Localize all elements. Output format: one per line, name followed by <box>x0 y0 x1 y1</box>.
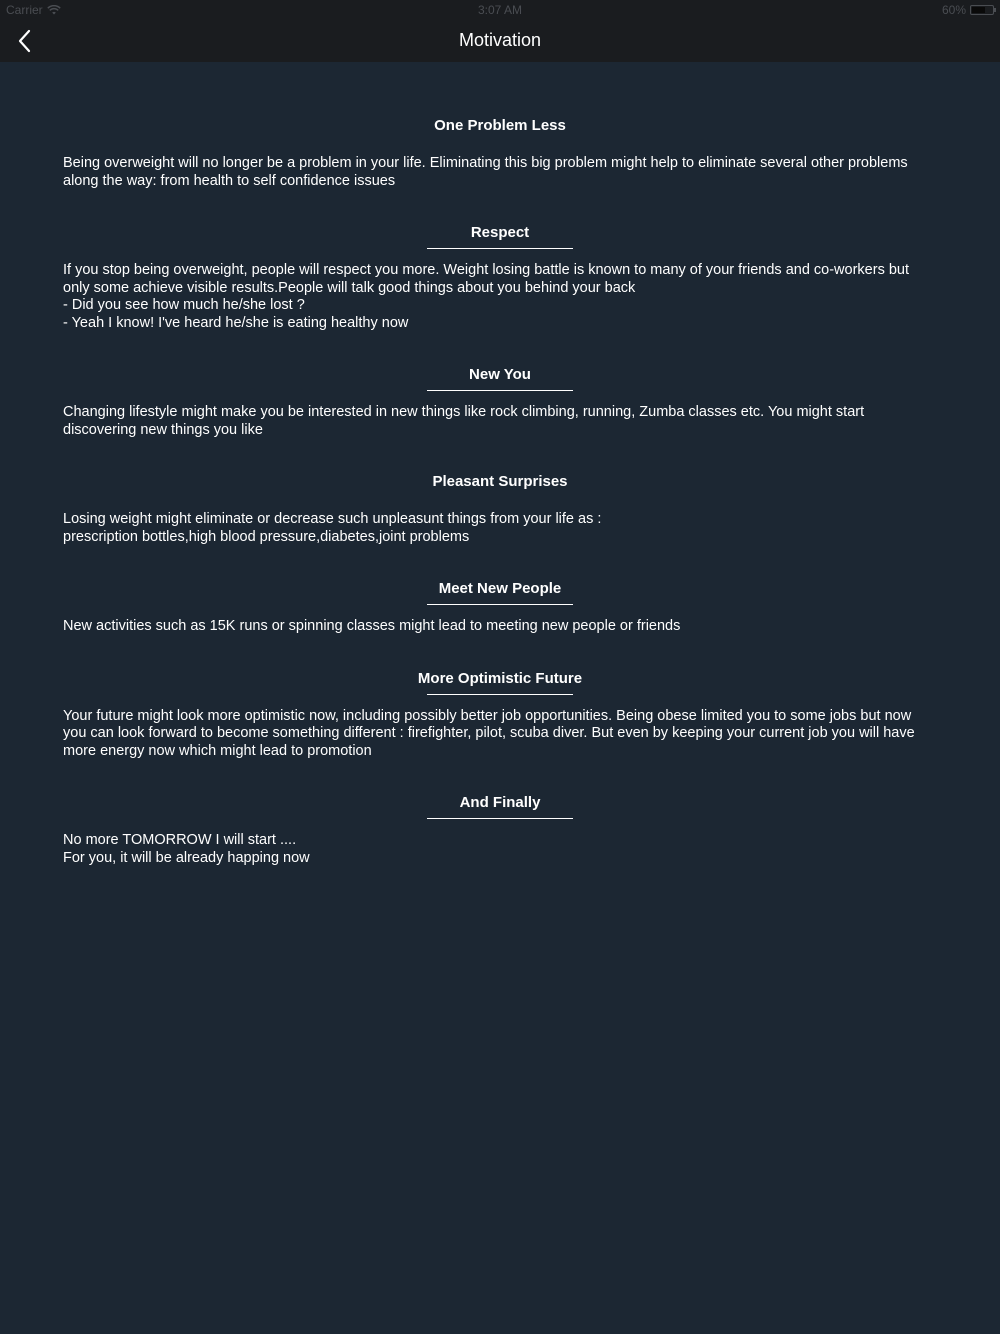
section-heading: More Optimistic Future <box>417 669 583 687</box>
section-heading: And Finally <box>459 794 541 811</box>
section-body: Being overweight will no longer be a problem in your life. Eliminating this big problem might help to eliminate several other problems along the way: from health to self confidence issues <box>63 155 908 189</box>
section-pleasant-surprises <box>63 473 937 546</box>
section-heading: Pleasant Surprises <box>432 473 568 490</box>
heading-divider <box>427 248 573 249</box>
section-body: Your future might look more optimistic now, including possibly better job opportunities. Being obese limited you to some jobs but now you can look forward to become something different : firefighter, pilot, scuba diver. But even by keeping your current job you will have more energy now which might lead to promotion <box>63 707 915 759</box>
heading-divider <box>427 497 573 498</box>
section-body: Losing weight might eliminate or decrease such unpleasunt things from your life as : prescription bottles,high blood pressure,diabetes,joint problems <box>63 511 602 545</box>
status-battery <box>942 3 994 17</box>
status-time: 3:07 AM <box>477 3 523 17</box>
section-respect <box>63 224 937 332</box>
section-body: No more TOMORROW I will start .... For you, it will be already happing now <box>63 832 310 866</box>
status-bar <box>0 0 1000 20</box>
section-new-you <box>63 366 937 439</box>
section-one-problem-less <box>63 117 937 190</box>
battery-icon <box>970 5 994 15</box>
section-body: If you stop being overweight, people will respect you more. Weight losing battle is known to many of your friends and co-workers but only some achieve visible results.People will talk good things about you behind your back - Did you see how much he/she lost ? - Yeah I know! I've heard he/she is eating healthy now <box>63 262 909 331</box>
section-body: New activities such as 15K runs or spinning classes might lead to meeting new people or friends <box>63 618 681 634</box>
heading-divider <box>427 694 573 695</box>
heading-divider <box>427 141 573 142</box>
section-heading: Meet New People <box>438 580 562 597</box>
battery-percent: 60% <box>941 3 966 17</box>
heading-divider <box>427 604 573 605</box>
heading-divider <box>427 390 573 391</box>
section-and-finally <box>63 794 937 867</box>
section-more-optimistic-future <box>63 670 937 761</box>
section-meet-new-people <box>63 580 937 636</box>
page-title: Motivation <box>458 30 542 50</box>
section-body: Changing lifestyle might make you be interested in new things like rock climbing, running, Zumba classes etc. You might start discovering new things you like <box>63 404 865 438</box>
navigation-bar <box>0 0 1000 62</box>
section-heading: Respect <box>470 224 530 241</box>
section-heading: New You <box>469 366 531 383</box>
heading-divider <box>427 818 573 819</box>
motivation-content <box>63 117 937 901</box>
carrier-label: Carrier <box>6 3 43 17</box>
section-heading: One Problem Less <box>434 117 566 134</box>
